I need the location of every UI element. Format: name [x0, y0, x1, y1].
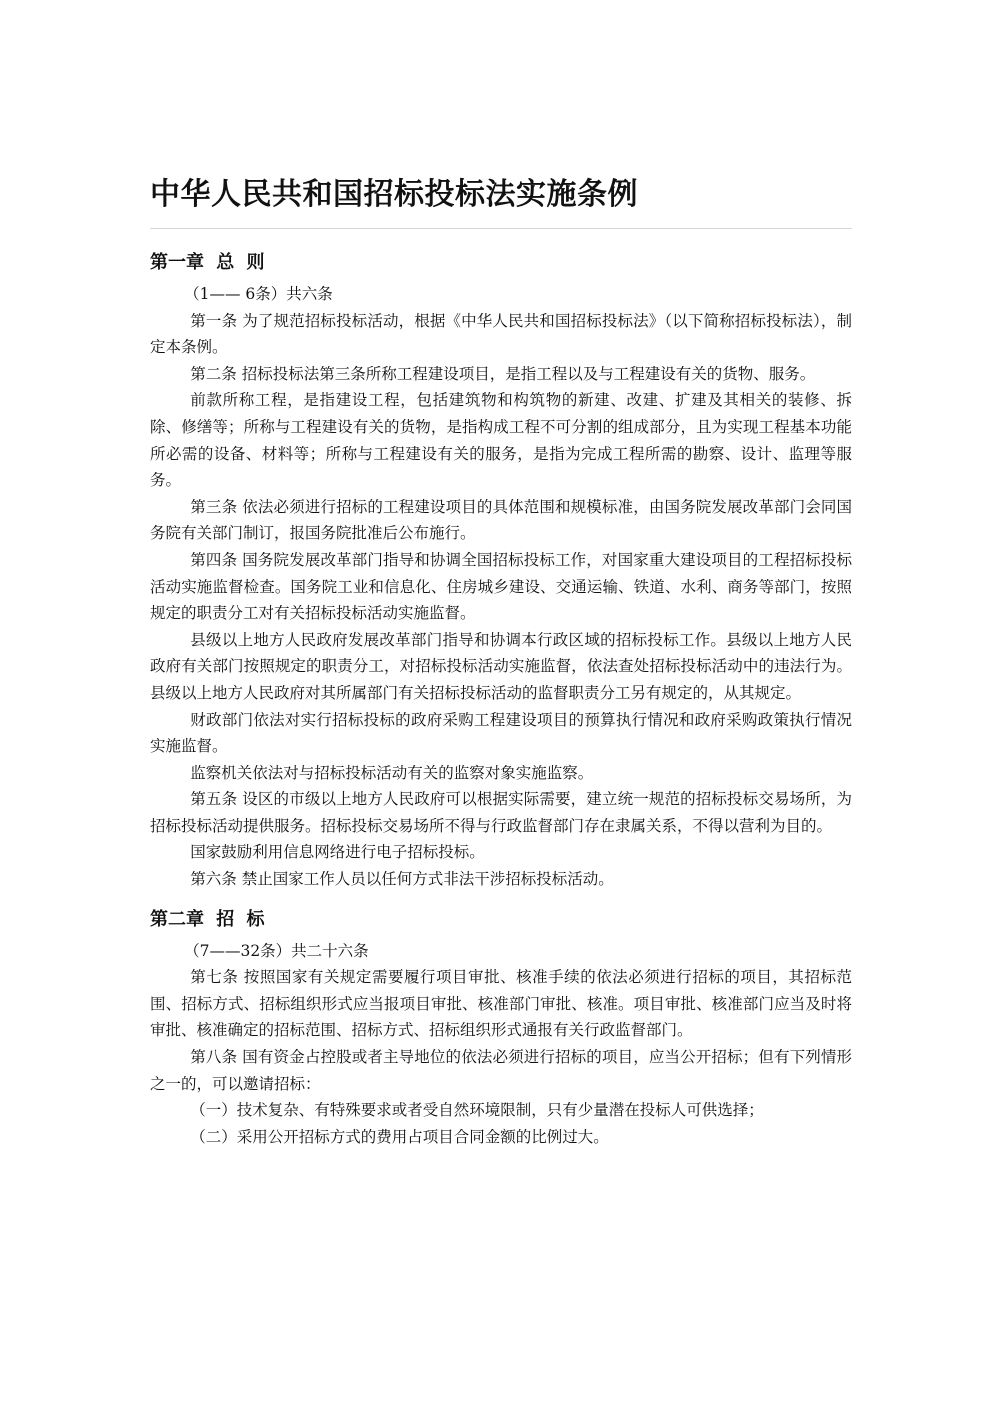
article-range: （7——32条）共二十六条	[184, 941, 369, 960]
article-range: （1—— 6条）共六条	[184, 285, 333, 303]
list-item: （二）采用公开招标方式的费用占项目合同金额的比例过大。	[190, 1127, 609, 1146]
article-4-paragraph: 监察机关依法对与招标投标活动有关的监察对象实施监察。	[190, 763, 594, 782]
article-4: 第四条 国务院发展改革部门指导和协调全国招标投标工作，对国家重大建设项目的工程招标投标活动实施监督检查。国务院工业和信息化、住房城乡建设、交通运输、铁道、水利、商务等部门，按照规定的职责分工对有关招标投标活动实施监督。	[150, 550, 852, 623]
chapter-heading: 第一章 总 则	[150, 252, 265, 273]
title-divider	[150, 228, 852, 229]
chapter-heading: 第二章 招 标	[150, 908, 265, 930]
article-7: 第七条 按照国家有关规定需要履行项目审批、核准手续的依法必须进行招标的项目，其招标范围、招标方式、招标组织形式应当报项目审批、核准部门审批、核准。项目审批、核准部门应当及时将审批、核准确定的招标范围、招标方式、招标组织形式通报有关行政监督部门。	[150, 968, 852, 1040]
article-4-paragraph: 县级以上地方人民政府发展改革部门指导和协调本行政区域的招标投标工作。县级以上地方人民政府有关部门按照规定的职责分工，对招标投标活动实施监督，依法查处招标投标活动中的违法行为。县级以上地方人民政府对其所属部门有关招标投标活动的监督职责分工另有规定的，从其规定。	[150, 630, 852, 702]
article-8: 第八条 国有资金占控股或者主导地位的依法必须进行招标的项目，应当公开招标；但有下列情形之一的，可以邀请招标：	[150, 1048, 852, 1093]
article-6: 第六条 禁止国家工作人员以任何方式非法干涉招标投标活动。	[190, 870, 614, 889]
chapter-2	[150, 903, 852, 1151]
list-item: （一）技术复杂、有特殊要求或者受自然环境限制，只有少量潜在投标人可供选择；	[190, 1101, 764, 1120]
article-5-paragraph: 国家鼓励利用信息网络进行电子招标投标。	[190, 843, 485, 862]
article-4-paragraph: 财政部门依法对实行招标投标的政府采购工程建设项目的预算执行情况和政府采购政策执行情况实施监督。	[150, 710, 852, 756]
article-3: 第三条 依法必须进行招标的工程建设项目的具体范围和规模标准，由国务院发展改革部门会同国务院有关部门制订，报国务院批准后公布施行。	[150, 497, 852, 543]
article-1: 第一条 为了规范招标投标活动，根据《中华人民共和国招标投标法》（以下简称招标投标法），制定本条例。	[150, 311, 852, 357]
article-2-paragraph: 前款所称工程，是指建设工程，包括建筑物和构筑物的新建、改建、扩建及其相关的装修、拆除、修缮等；所称与工程建设有关的货物，是指构成工程不可分割的组成部分，且为实现工程基本功能所必需的设备、材料等；所称与工程建设有关的服务，是指为完成工程所需的勘察、设计、监理等服务。	[150, 391, 852, 490]
article-5: 第五条 设区的市级以上地方人民政府可以根据实际需要，建立统一规范的招标投标交易场所，为招标投标活动提供服务。招标投标交易场所不得与行政监督部门存在隶属关系，不得以营利为目的。	[150, 790, 852, 835]
chapter-1	[150, 246, 852, 893]
article-2: 第二条 招标投标法第三条所称工程建设项目，是指工程以及与工程建设有关的货物、服务。	[190, 364, 816, 383]
document-title: 中华人民共和国招标投标法实施条例	[150, 177, 638, 212]
document-page	[150, 172, 852, 1150]
